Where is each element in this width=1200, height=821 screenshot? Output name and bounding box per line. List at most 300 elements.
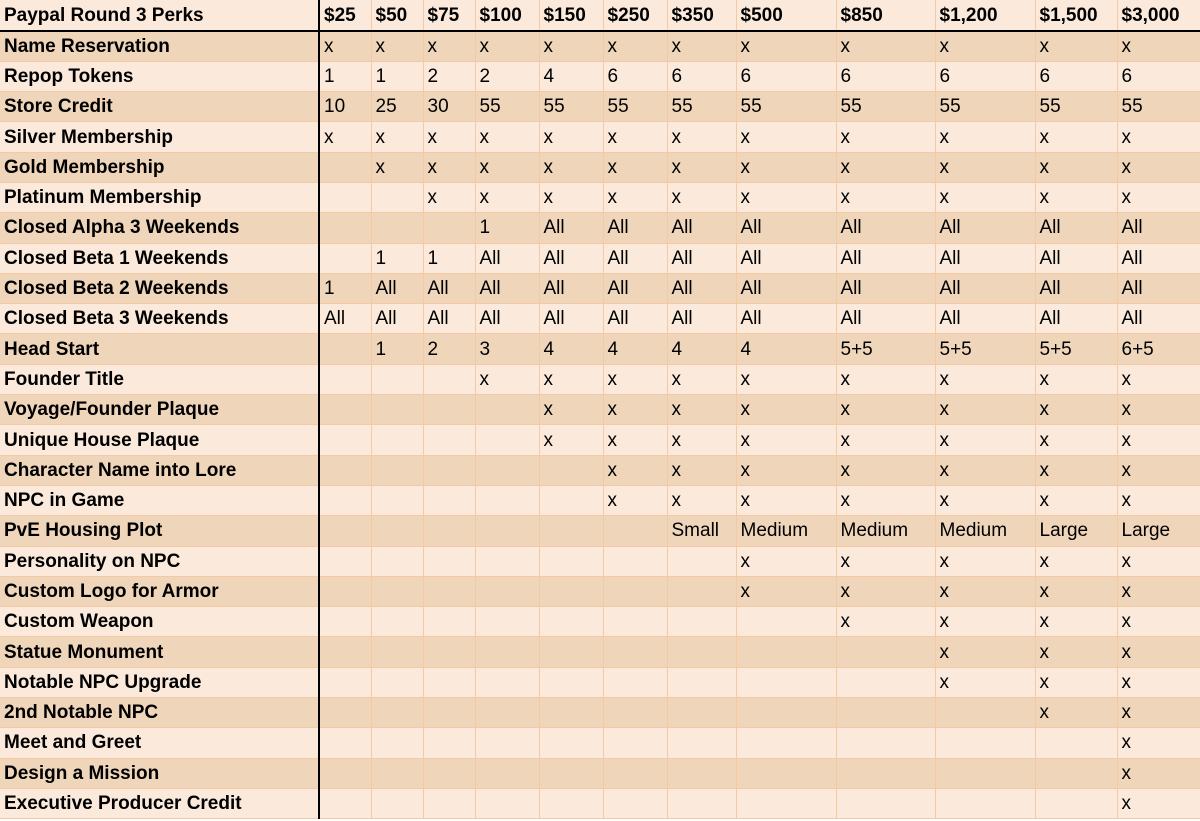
perk-cell: x [1035,31,1117,61]
perk-cell [423,788,475,818]
perk-cell: x [736,152,836,182]
table-row [0,364,1200,394]
perk-cell: x [603,425,667,455]
perk-cell: Medium [736,516,836,546]
perk-cell: 1 [475,213,539,243]
perk-cell: x [1117,395,1200,425]
perk-cell [736,788,836,818]
table-row [0,425,1200,455]
perk-cell [836,698,935,728]
perk-cell [371,637,423,667]
perk-cell [319,455,371,485]
perk-cell: x [423,31,475,61]
perk-cell: x [1117,425,1200,455]
perk-cell [475,758,539,788]
perk-cell: x [736,31,836,61]
perk-cell: x [736,122,836,152]
perk-cell: 4 [736,334,836,364]
perk-cell: x [539,182,603,212]
perk-cell [475,485,539,515]
table-row [0,698,1200,728]
perk-cell: x [1117,485,1200,515]
perk-cell [371,576,423,606]
header-row [0,0,1200,31]
perk-cell: x [836,425,935,455]
perk-cell [539,576,603,606]
perk-cell [371,546,423,576]
perk-cell: All [1117,304,1200,334]
perk-cell: 3 [475,334,539,364]
perk-cell: All [423,304,475,334]
perk-cell: x [736,455,836,485]
perk-cell: x [1035,667,1117,697]
perk-label: Name Reservation [0,31,319,61]
perk-cell [423,576,475,606]
tier-header: $100 [475,0,539,31]
perk-cell [475,576,539,606]
perk-cell: All [539,213,603,243]
perk-cell [539,698,603,728]
perk-cell [539,546,603,576]
tier-header: $150 [539,0,603,31]
perk-cell: x [539,152,603,182]
tier-header: $1,200 [935,0,1035,31]
perk-label: Head Start [0,334,319,364]
perk-cell: x [475,31,539,61]
perk-label: PvE Housing Plot [0,516,319,546]
perk-cell: x [1035,576,1117,606]
perk-cell: x [603,455,667,485]
perk-cell: 1 [371,61,423,91]
perk-cell: x [603,395,667,425]
perk-cell: 5+5 [935,334,1035,364]
perk-cell: x [603,364,667,394]
perk-cell: Large [1117,516,1200,546]
perk-cell [371,698,423,728]
perk-cell: All [1035,243,1117,273]
perk-cell [475,728,539,758]
perk-cell [423,485,475,515]
perk-cell: x [1117,637,1200,667]
perk-cell: Small [667,516,736,546]
perk-cell [667,607,736,637]
perk-cell: x [1035,122,1117,152]
perk-cell [935,698,1035,728]
perk-cell: x [667,152,736,182]
perk-cell: All [423,273,475,303]
perk-cell [935,788,1035,818]
perk-cell [836,788,935,818]
perk-cell: x [319,122,371,152]
perk-cell: x [1117,122,1200,152]
perk-cell [319,213,371,243]
perk-cell [319,546,371,576]
perk-cell [539,728,603,758]
perk-cell: x [836,455,935,485]
perk-cell [836,637,935,667]
perk-cell [836,758,935,788]
perk-cell: x [667,31,736,61]
perk-cell [423,455,475,485]
perk-cell: x [603,182,667,212]
perk-cell [667,728,736,758]
perk-cell: x [935,607,1035,637]
perk-cell [371,728,423,758]
perk-label: Closed Beta 3 Weekends [0,304,319,334]
perk-cell: 55 [736,92,836,122]
perk-cell [667,667,736,697]
perk-cell: x [1035,607,1117,637]
perk-cell: 6 [667,61,736,91]
table-row [0,61,1200,91]
perk-cell [475,607,539,637]
perk-cell [475,667,539,697]
perk-cell [319,637,371,667]
perk-cell [1035,788,1117,818]
table-row [0,455,1200,485]
perk-cell: All [371,273,423,303]
perk-cell: All [475,243,539,273]
perk-cell: All [371,304,423,334]
perk-cell: x [736,485,836,515]
perk-cell: 2 [423,61,475,91]
tier-header: $1,500 [1035,0,1117,31]
perk-label: Executive Producer Credit [0,788,319,818]
table-row [0,758,1200,788]
perk-cell [539,758,603,788]
perk-cell [603,637,667,667]
perk-cell: x [935,364,1035,394]
perk-cell: x [935,122,1035,152]
perk-cell: 6 [603,61,667,91]
perk-cell [667,576,736,606]
perk-cell: x [1035,455,1117,485]
perk-cell: x [539,364,603,394]
perk-cell: Medium [935,516,1035,546]
perk-cell: x [1035,364,1117,394]
perk-cell [539,607,603,637]
perk-cell: 6 [935,61,1035,91]
table-row [0,122,1200,152]
perk-cell: x [539,122,603,152]
perk-cell: x [935,31,1035,61]
perk-cell: All [836,304,935,334]
perk-cell [667,788,736,818]
perk-cell: x [603,122,667,152]
perk-cell [319,395,371,425]
perk-cell: All [603,304,667,334]
perk-cell [371,395,423,425]
perk-cell [423,516,475,546]
perk-cell: All [736,304,836,334]
perk-cell: All [603,273,667,303]
perk-label: Personality on NPC [0,546,319,576]
perk-cell: 6 [1117,61,1200,91]
perk-cell [603,758,667,788]
perk-cell: x [603,31,667,61]
table-row [0,304,1200,334]
perk-cell: 55 [667,92,736,122]
perk-cell [736,728,836,758]
table-row [0,607,1200,637]
perk-cell: x [1035,182,1117,212]
perk-cell [319,607,371,637]
perk-cell [371,213,423,243]
perk-label: 2nd Notable NPC [0,698,319,728]
perk-cell: 55 [1117,92,1200,122]
perk-cell: 5+5 [1035,334,1117,364]
perk-cell: All [736,213,836,243]
perk-cell [603,788,667,818]
perk-cell: x [836,122,935,152]
perk-cell [667,698,736,728]
perk-cell: All [1117,273,1200,303]
perk-cell: x [1035,425,1117,455]
perk-cell: x [1117,455,1200,485]
perk-cell: x [1117,607,1200,637]
perk-label: Unique House Plaque [0,425,319,455]
perk-cell: x [1117,546,1200,576]
perk-cell: 1 [371,334,423,364]
perk-label: Character Name into Lore [0,455,319,485]
table-row [0,667,1200,697]
perk-cell [423,607,475,637]
perk-cell: x [935,455,1035,485]
perk-cell [539,516,603,546]
perk-cell [667,637,736,667]
perk-cell: All [836,243,935,273]
perk-cell [736,698,836,728]
perk-cell [319,334,371,364]
perk-cell: x [836,607,935,637]
perk-cell [423,213,475,243]
perk-cell [736,667,836,697]
perk-cell: x [667,364,736,394]
perk-cell [736,637,836,667]
perk-cell: All [935,243,1035,273]
perk-cell: All [1035,273,1117,303]
perk-label: Closed Beta 1 Weekends [0,243,319,273]
perk-cell: 1 [319,273,371,303]
perk-cell: 55 [1035,92,1117,122]
perk-cell: x [667,455,736,485]
perk-label: Silver Membership [0,122,319,152]
perk-cell: x [667,395,736,425]
perk-cell: 55 [935,92,1035,122]
perk-cell: x [423,122,475,152]
perk-cell: All [667,273,736,303]
perk-label: Notable NPC Upgrade [0,667,319,697]
table-row [0,516,1200,546]
perk-cell: x [1035,485,1117,515]
perk-cell: x [836,182,935,212]
perk-cell [423,364,475,394]
perk-cell: 55 [836,92,935,122]
perk-cell: x [836,576,935,606]
table-row [0,92,1200,122]
perk-cell [423,425,475,455]
table-row [0,576,1200,606]
perk-cell: x [475,152,539,182]
perk-cell [475,395,539,425]
perk-cell: Large [1035,516,1117,546]
perk-cell: 6 [1035,61,1117,91]
perk-cell [371,516,423,546]
perk-cell: All [1035,304,1117,334]
perk-cell: x [1117,698,1200,728]
perk-cell: x [1035,637,1117,667]
perk-cell: All [667,304,736,334]
perk-cell [423,637,475,667]
perk-cell: x [935,395,1035,425]
perk-cell [371,788,423,818]
perk-cell: x [935,485,1035,515]
perk-cell [319,485,371,515]
perk-cell: x [1035,698,1117,728]
perk-cell: x [935,667,1035,697]
perk-cell [1035,758,1117,788]
perk-cell: x [836,31,935,61]
perk-cell [319,425,371,455]
perk-cell: x [736,546,836,576]
perk-cell: All [935,304,1035,334]
perk-cell: x [371,152,423,182]
perk-cell [935,758,1035,788]
table-row [0,395,1200,425]
perk-cell [603,576,667,606]
perk-cell: x [836,485,935,515]
perk-cell: x [836,152,935,182]
perk-cell: 4 [603,334,667,364]
perk-cell [603,546,667,576]
perk-cell [539,485,603,515]
perk-cell [935,728,1035,758]
perk-cell: x [1035,152,1117,182]
perk-cell: 5+5 [836,334,935,364]
perk-cell [667,758,736,788]
table-row [0,182,1200,212]
perk-cell: x [539,425,603,455]
tier-header: $25 [319,0,371,31]
perk-cell [319,364,371,394]
tier-header: $250 [603,0,667,31]
perk-cell: x [836,364,935,394]
perk-cell: x [319,31,371,61]
perk-cell: x [371,31,423,61]
table-row [0,152,1200,182]
perk-cell [475,455,539,485]
perk-cell: 55 [603,92,667,122]
perk-cell [475,637,539,667]
perk-cell [603,516,667,546]
perk-cell: x [1117,31,1200,61]
table-row [0,31,1200,61]
perk-label: Closed Alpha 3 Weekends [0,213,319,243]
perk-label: Store Credit [0,92,319,122]
perk-cell: 1 [371,243,423,273]
perk-cell [539,637,603,667]
table-row [0,273,1200,303]
perk-cell [603,667,667,697]
perk-cell: x [1035,395,1117,425]
perk-cell: All [1117,243,1200,273]
table-row [0,243,1200,273]
perk-cell: x [1117,788,1200,818]
perk-cell [423,698,475,728]
perk-label: Closed Beta 2 Weekends [0,273,319,303]
perk-cell [319,728,371,758]
perk-cell [423,758,475,788]
perk-cell [539,667,603,697]
perk-cell: 2 [475,61,539,91]
perk-cell [423,667,475,697]
table-title: Paypal Round 3 Perks [0,0,319,31]
perk-cell: x [836,395,935,425]
perk-cell: x [935,182,1035,212]
perk-cell [475,425,539,455]
perk-cell [371,667,423,697]
perk-cell: All [736,243,836,273]
perk-cell: 6 [736,61,836,91]
perk-rows [0,31,1200,819]
perk-cell: x [736,182,836,212]
tier-header: $75 [423,0,475,31]
perk-cell [371,364,423,394]
perk-cell: x [836,546,935,576]
perk-cell: x [539,31,603,61]
perk-label: Platinum Membership [0,182,319,212]
perk-cell: All [539,273,603,303]
tier-header: $500 [736,0,836,31]
perk-cell: All [475,304,539,334]
perk-cell: 1 [423,243,475,273]
perk-cell [603,698,667,728]
perk-cell: x [423,182,475,212]
perk-cell: x [475,364,539,394]
perk-cell [371,485,423,515]
perk-cell: x [736,576,836,606]
perk-cell [667,546,736,576]
perk-cell: x [371,122,423,152]
perk-cell: 4 [539,334,603,364]
perk-cell: All [603,213,667,243]
perk-cell: All [935,273,1035,303]
perk-cell: x [935,576,1035,606]
perk-cell: Medium [836,516,935,546]
perk-cell: x [539,395,603,425]
perk-cell [539,455,603,485]
perk-label: Gold Membership [0,152,319,182]
perk-cell: 10 [319,92,371,122]
perk-cell [319,243,371,273]
perk-cell [423,546,475,576]
perk-cell: x [1117,576,1200,606]
perk-cell: x [667,122,736,152]
table-row [0,637,1200,667]
perk-cell: 30 [423,92,475,122]
perk-cell: x [1117,758,1200,788]
tier-header: $50 [371,0,423,31]
perk-cell [319,788,371,818]
perk-cell [1035,728,1117,758]
perk-cell: 55 [475,92,539,122]
perk-cell: x [1117,182,1200,212]
perk-cell [736,758,836,788]
perk-cell: All [319,304,371,334]
perk-label: Design a Mission [0,758,319,788]
perk-cell [319,576,371,606]
perk-cell: All [1117,213,1200,243]
